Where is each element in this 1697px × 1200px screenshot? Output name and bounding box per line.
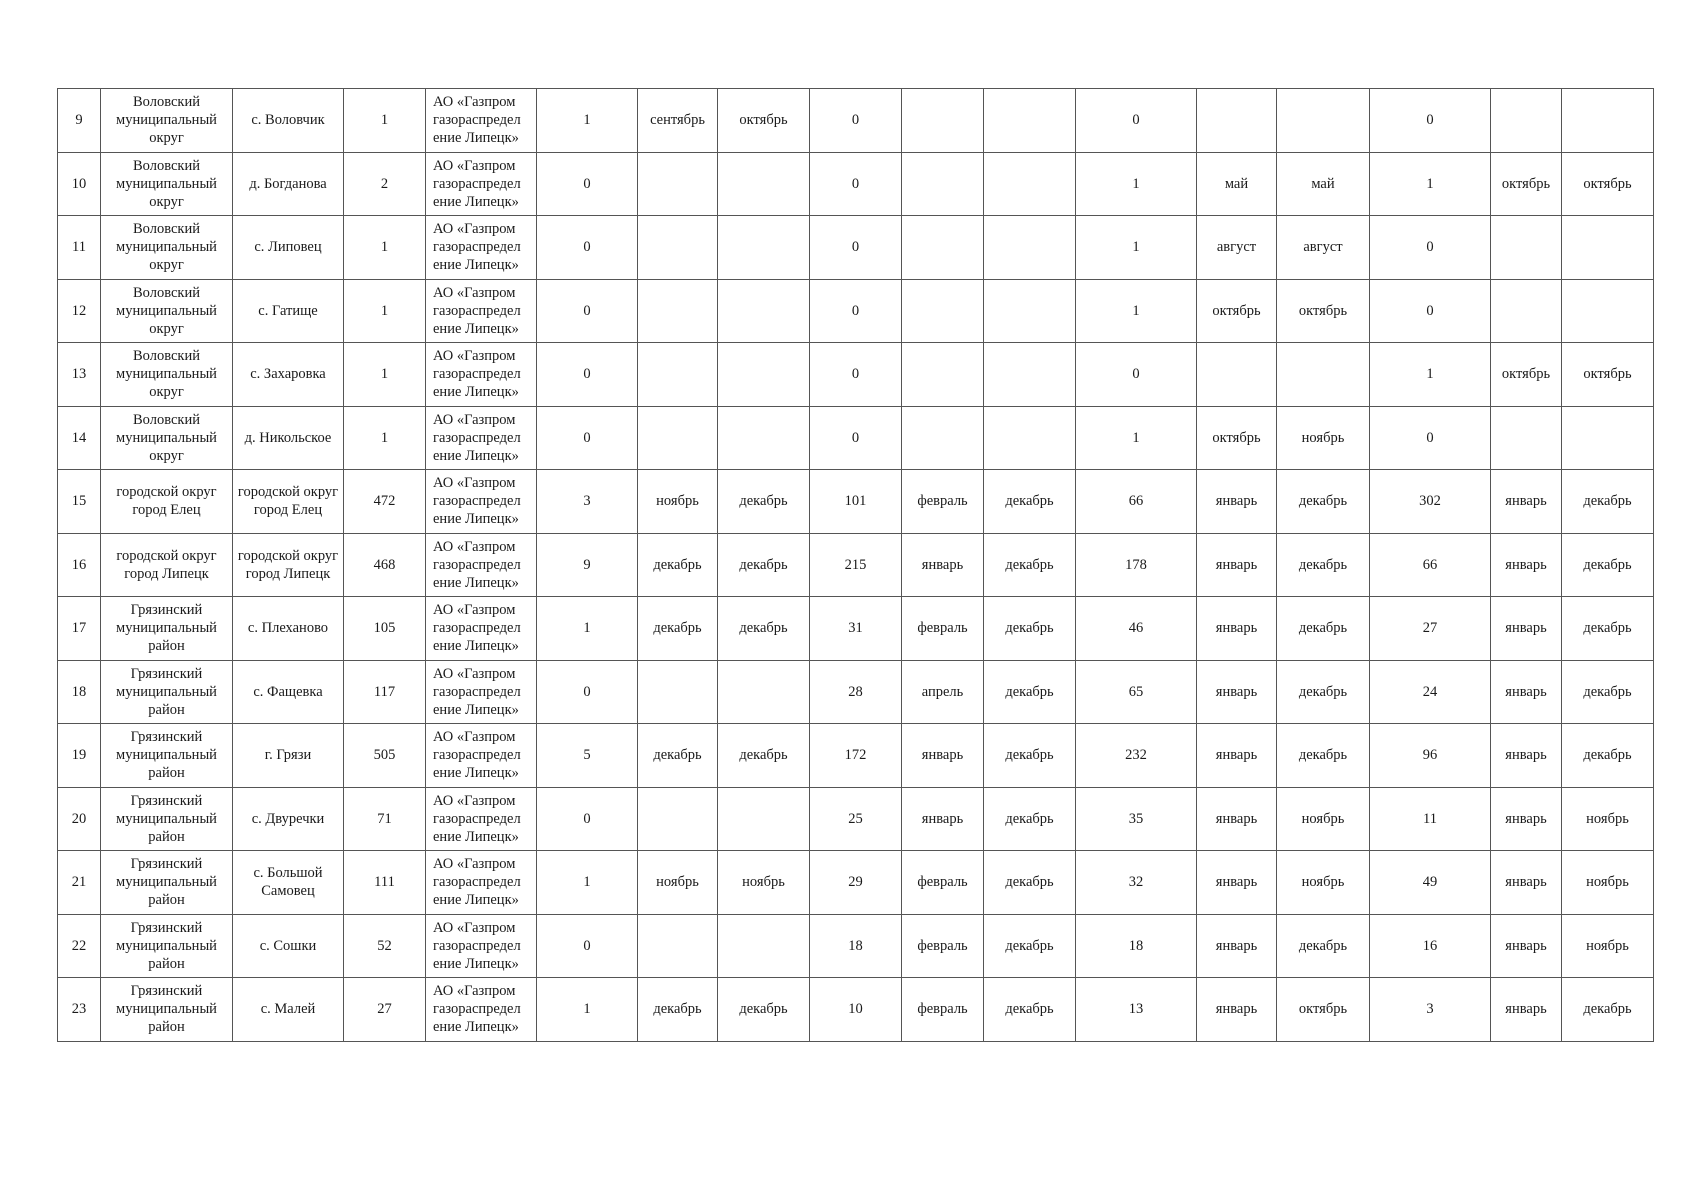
period-4-count-cell: 302 (1370, 470, 1491, 534)
period-2-start-month-cell: февраль (902, 851, 984, 915)
period-4-count-cell: 16 (1370, 914, 1491, 978)
period-3-start-month-cell: январь (1197, 470, 1277, 534)
period-4-start-month-cell: октябрь (1491, 343, 1562, 407)
settlement-cell: городской округ город Елец (233, 470, 344, 534)
period-4-start-month-cell: январь (1491, 724, 1562, 788)
period-1-count-cell: 0 (537, 279, 638, 343)
period-4-count-cell: 27 (1370, 597, 1491, 661)
gas-organization-cell: АО «Газпром газораспредел ение Липецк» (426, 470, 537, 534)
period-3-end-month-cell: ноябрь (1277, 787, 1370, 851)
municipality-cell: Грязинский муниципальный район (101, 660, 233, 724)
settlement-cell: д. Никольское (233, 406, 344, 470)
period-1-start-month-cell (638, 216, 718, 280)
period-1-count-cell: 1 (537, 851, 638, 915)
table-body (58, 89, 1654, 1042)
period-4-start-month-cell (1491, 406, 1562, 470)
row-number-cell: 13 (58, 343, 101, 407)
period-2-start-month-cell: февраль (902, 978, 984, 1042)
period-2-count-cell: 31 (810, 597, 902, 661)
gas-organization-cell: АО «Газпром газораспредел ение Липецк» (426, 343, 537, 407)
table-row (58, 89, 1654, 153)
period-1-end-month-cell: декабрь (718, 470, 810, 534)
gas-organization-cell: АО «Газпром газораспредел ение Липецк» (426, 724, 537, 788)
table-row (58, 597, 1654, 661)
period-3-start-month-cell: январь (1197, 724, 1277, 788)
gas-organization-cell: АО «Газпром газораспредел ение Липецк» (426, 406, 537, 470)
period-1-count-cell: 1 (537, 89, 638, 153)
period-4-start-month-cell: январь (1491, 597, 1562, 661)
period-1-end-month-cell (718, 787, 810, 851)
table-row (58, 533, 1654, 597)
period-1-end-month-cell (718, 152, 810, 216)
period-1-count-cell: 0 (537, 343, 638, 407)
period-1-end-month-cell: декабрь (718, 978, 810, 1042)
period-4-end-month-cell: декабрь (1562, 660, 1654, 724)
period-3-count-cell: 46 (1076, 597, 1197, 661)
period-4-start-month-cell (1491, 279, 1562, 343)
period-4-start-month-cell: январь (1491, 470, 1562, 534)
period-1-count-cell: 0 (537, 660, 638, 724)
period-2-count-cell: 101 (810, 470, 902, 534)
period-4-end-month-cell: декабрь (1562, 597, 1654, 661)
period-2-count-cell: 0 (810, 279, 902, 343)
row-number-cell: 23 (58, 978, 101, 1042)
period-1-start-month-cell (638, 152, 718, 216)
period-1-count-cell: 0 (537, 216, 638, 280)
household-count-cell: 1 (344, 343, 426, 407)
period-3-end-month-cell (1277, 343, 1370, 407)
period-1-count-cell: 1 (537, 978, 638, 1042)
period-2-count-cell: 0 (810, 89, 902, 153)
period-4-end-month-cell (1562, 279, 1654, 343)
municipality-cell: Грязинский муниципальный район (101, 724, 233, 788)
period-4-start-month-cell: октябрь (1491, 152, 1562, 216)
period-1-end-month-cell (718, 914, 810, 978)
settlement-cell: с. Сошки (233, 914, 344, 978)
gas-organization-cell: АО «Газпром газораспредел ение Липецк» (426, 851, 537, 915)
period-3-start-month-cell: январь (1197, 597, 1277, 661)
period-2-count-cell: 0 (810, 406, 902, 470)
period-3-start-month-cell: октябрь (1197, 406, 1277, 470)
period-1-start-month-cell (638, 914, 718, 978)
settlement-cell: городской округ город Липецк (233, 533, 344, 597)
municipality-cell: Грязинский муниципальный район (101, 914, 233, 978)
period-4-count-cell: 1 (1370, 152, 1491, 216)
period-4-end-month-cell: ноябрь (1562, 914, 1654, 978)
row-number-cell: 15 (58, 470, 101, 534)
period-2-start-month-cell: январь (902, 724, 984, 788)
period-1-start-month-cell: ноябрь (638, 470, 718, 534)
row-number-cell: 18 (58, 660, 101, 724)
table-row (58, 978, 1654, 1042)
period-3-start-month-cell: октябрь (1197, 279, 1277, 343)
period-3-end-month-cell: декабрь (1277, 660, 1370, 724)
table-row (58, 851, 1654, 915)
table-row (58, 279, 1654, 343)
period-1-end-month-cell: декабрь (718, 597, 810, 661)
period-3-start-month-cell: январь (1197, 533, 1277, 597)
row-number-cell: 10 (58, 152, 101, 216)
period-2-end-month-cell: декабрь (984, 724, 1076, 788)
period-2-count-cell: 215 (810, 533, 902, 597)
gas-organization-cell: АО «Газпром газораспредел ение Липецк» (426, 279, 537, 343)
period-1-end-month-cell (718, 279, 810, 343)
gas-organization-cell: АО «Газпром газораспредел ение Липецк» (426, 978, 537, 1042)
period-1-end-month-cell (718, 343, 810, 407)
period-2-end-month-cell (984, 152, 1076, 216)
table-row (58, 914, 1654, 978)
household-count-cell: 505 (344, 724, 426, 788)
period-3-start-month-cell (1197, 89, 1277, 153)
table-row (58, 406, 1654, 470)
period-3-start-month-cell: январь (1197, 978, 1277, 1042)
household-count-cell: 472 (344, 470, 426, 534)
period-4-end-month-cell: октябрь (1562, 152, 1654, 216)
row-number-cell: 20 (58, 787, 101, 851)
gas-organization-cell: АО «Газпром газораспредел ение Липецк» (426, 660, 537, 724)
period-3-count-cell: 1 (1076, 279, 1197, 343)
row-number-cell: 14 (58, 406, 101, 470)
period-3-count-cell: 32 (1076, 851, 1197, 915)
period-4-end-month-cell: декабрь (1562, 470, 1654, 534)
gas-organization-cell: АО «Газпром газораспредел ение Липецк» (426, 216, 537, 280)
period-4-end-month-cell: октябрь (1562, 343, 1654, 407)
period-4-start-month-cell: январь (1491, 660, 1562, 724)
period-4-count-cell: 0 (1370, 89, 1491, 153)
period-3-end-month-cell: май (1277, 152, 1370, 216)
period-1-count-cell: 1 (537, 597, 638, 661)
period-3-end-month-cell: ноябрь (1277, 851, 1370, 915)
period-1-start-month-cell: декабрь (638, 724, 718, 788)
period-4-start-month-cell (1491, 89, 1562, 153)
period-3-end-month-cell: октябрь (1277, 279, 1370, 343)
period-2-end-month-cell (984, 343, 1076, 407)
period-3-end-month-cell: ноябрь (1277, 406, 1370, 470)
period-1-end-month-cell (718, 406, 810, 470)
period-4-count-cell: 24 (1370, 660, 1491, 724)
period-4-start-month-cell (1491, 216, 1562, 280)
period-4-count-cell: 11 (1370, 787, 1491, 851)
period-2-start-month-cell: февраль (902, 597, 984, 661)
period-3-count-cell: 1 (1076, 406, 1197, 470)
household-count-cell: 1 (344, 406, 426, 470)
period-2-end-month-cell (984, 279, 1076, 343)
period-1-end-month-cell (718, 216, 810, 280)
period-1-start-month-cell (638, 660, 718, 724)
period-2-start-month-cell (902, 279, 984, 343)
household-count-cell: 105 (344, 597, 426, 661)
table-row (58, 470, 1654, 534)
period-3-start-month-cell: август (1197, 216, 1277, 280)
settlement-cell: с. Двуречки (233, 787, 344, 851)
period-1-count-cell: 0 (537, 914, 638, 978)
period-3-count-cell: 1 (1076, 152, 1197, 216)
period-2-count-cell: 18 (810, 914, 902, 978)
period-4-end-month-cell (1562, 406, 1654, 470)
period-1-start-month-cell (638, 787, 718, 851)
period-3-count-cell: 66 (1076, 470, 1197, 534)
gas-organization-cell: АО «Газпром газораспредел ение Липецк» (426, 597, 537, 661)
municipality-cell: Воловский муниципальный округ (101, 216, 233, 280)
household-count-cell: 71 (344, 787, 426, 851)
period-2-start-month-cell: апрель (902, 660, 984, 724)
gasification-schedule-table (57, 88, 1654, 1042)
period-4-count-cell: 49 (1370, 851, 1491, 915)
period-1-start-month-cell: ноябрь (638, 851, 718, 915)
period-2-end-month-cell: декабрь (984, 660, 1076, 724)
period-4-start-month-cell: январь (1491, 914, 1562, 978)
period-4-end-month-cell (1562, 89, 1654, 153)
table-row (58, 787, 1654, 851)
period-3-end-month-cell (1277, 89, 1370, 153)
period-3-end-month-cell: октябрь (1277, 978, 1370, 1042)
settlement-cell: с. Захаровка (233, 343, 344, 407)
household-count-cell: 468 (344, 533, 426, 597)
period-1-count-cell: 5 (537, 724, 638, 788)
period-2-start-month-cell: январь (902, 787, 984, 851)
period-4-count-cell: 0 (1370, 279, 1491, 343)
period-4-end-month-cell: ноябрь (1562, 851, 1654, 915)
municipality-cell: городской округ город Елец (101, 470, 233, 534)
period-2-end-month-cell (984, 216, 1076, 280)
settlement-cell: с. Гатище (233, 279, 344, 343)
gas-organization-cell: АО «Газпром газораспредел ение Липецк» (426, 89, 537, 153)
period-3-start-month-cell: май (1197, 152, 1277, 216)
period-2-end-month-cell: декабрь (984, 851, 1076, 915)
period-4-end-month-cell: декабрь (1562, 978, 1654, 1042)
municipality-cell: Грязинский муниципальный район (101, 851, 233, 915)
period-3-end-month-cell: декабрь (1277, 724, 1370, 788)
municipality-cell: городской округ город Липецк (101, 533, 233, 597)
period-3-count-cell: 1 (1076, 216, 1197, 280)
period-1-end-month-cell: декабрь (718, 724, 810, 788)
period-2-end-month-cell: декабрь (984, 978, 1076, 1042)
period-4-start-month-cell: январь (1491, 851, 1562, 915)
municipality-cell: Воловский муниципальный округ (101, 279, 233, 343)
period-2-start-month-cell: февраль (902, 914, 984, 978)
period-1-start-month-cell (638, 406, 718, 470)
period-2-count-cell: 0 (810, 152, 902, 216)
period-4-count-cell: 3 (1370, 978, 1491, 1042)
period-2-start-month-cell (902, 89, 984, 153)
household-count-cell: 2 (344, 152, 426, 216)
municipality-cell: Воловский муниципальный округ (101, 89, 233, 153)
household-count-cell: 1 (344, 279, 426, 343)
period-3-end-month-cell: декабрь (1277, 914, 1370, 978)
period-1-end-month-cell (718, 660, 810, 724)
period-2-count-cell: 172 (810, 724, 902, 788)
period-3-start-month-cell: январь (1197, 914, 1277, 978)
household-count-cell: 52 (344, 914, 426, 978)
gas-organization-cell: АО «Газпром газораспредел ение Липецк» (426, 914, 537, 978)
period-2-count-cell: 29 (810, 851, 902, 915)
period-3-count-cell: 18 (1076, 914, 1197, 978)
period-4-count-cell: 1 (1370, 343, 1491, 407)
municipality-cell: Грязинский муниципальный район (101, 597, 233, 661)
period-1-end-month-cell: ноябрь (718, 851, 810, 915)
period-2-start-month-cell (902, 152, 984, 216)
period-1-count-cell: 0 (537, 787, 638, 851)
period-2-end-month-cell: декабрь (984, 597, 1076, 661)
period-2-start-month-cell (902, 406, 984, 470)
period-3-count-cell: 232 (1076, 724, 1197, 788)
table-row (58, 216, 1654, 280)
table-row (58, 660, 1654, 724)
period-3-count-cell: 178 (1076, 533, 1197, 597)
period-2-end-month-cell: декабрь (984, 914, 1076, 978)
municipality-cell: Воловский муниципальный округ (101, 343, 233, 407)
period-1-start-month-cell (638, 343, 718, 407)
settlement-cell: с. Малей (233, 978, 344, 1042)
row-number-cell: 11 (58, 216, 101, 280)
row-number-cell: 16 (58, 533, 101, 597)
period-1-count-cell: 0 (537, 406, 638, 470)
period-3-end-month-cell: декабрь (1277, 533, 1370, 597)
household-count-cell: 1 (344, 89, 426, 153)
period-4-end-month-cell (1562, 216, 1654, 280)
gas-organization-cell: АО «Газпром газораспредел ение Липецк» (426, 152, 537, 216)
period-3-start-month-cell (1197, 343, 1277, 407)
period-2-count-cell: 10 (810, 978, 902, 1042)
row-number-cell: 19 (58, 724, 101, 788)
row-number-cell: 22 (58, 914, 101, 978)
period-1-start-month-cell: декабрь (638, 533, 718, 597)
period-3-count-cell: 0 (1076, 89, 1197, 153)
gas-organization-cell: АО «Газпром газораспредел ение Липецк» (426, 533, 537, 597)
period-4-start-month-cell: январь (1491, 787, 1562, 851)
period-1-start-month-cell: декабрь (638, 978, 718, 1042)
settlement-cell: г. Грязи (233, 724, 344, 788)
period-2-start-month-cell (902, 216, 984, 280)
settlement-cell: д. Богданова (233, 152, 344, 216)
period-2-end-month-cell (984, 406, 1076, 470)
period-4-end-month-cell: декабрь (1562, 724, 1654, 788)
row-number-cell: 9 (58, 89, 101, 153)
period-2-count-cell: 0 (810, 216, 902, 280)
period-1-start-month-cell: сентябрь (638, 89, 718, 153)
period-3-start-month-cell: январь (1197, 660, 1277, 724)
period-2-start-month-cell: январь (902, 533, 984, 597)
municipality-cell: Воловский муниципальный округ (101, 406, 233, 470)
municipality-cell: Грязинский муниципальный район (101, 978, 233, 1042)
settlement-cell: с. Плеханово (233, 597, 344, 661)
period-2-count-cell: 25 (810, 787, 902, 851)
period-4-count-cell: 96 (1370, 724, 1491, 788)
period-2-start-month-cell (902, 343, 984, 407)
period-3-count-cell: 65 (1076, 660, 1197, 724)
settlement-cell: с. Фащевка (233, 660, 344, 724)
row-number-cell: 12 (58, 279, 101, 343)
household-count-cell: 117 (344, 660, 426, 724)
household-count-cell: 1 (344, 216, 426, 280)
period-2-count-cell: 0 (810, 343, 902, 407)
municipality-cell: Грязинский муниципальный район (101, 787, 233, 851)
municipality-cell: Воловский муниципальный округ (101, 152, 233, 216)
period-1-end-month-cell: октябрь (718, 89, 810, 153)
period-4-end-month-cell: декабрь (1562, 533, 1654, 597)
household-count-cell: 27 (344, 978, 426, 1042)
period-4-count-cell: 0 (1370, 216, 1491, 280)
period-1-end-month-cell: декабрь (718, 533, 810, 597)
period-4-end-month-cell: ноябрь (1562, 787, 1654, 851)
settlement-cell: с. Воловчик (233, 89, 344, 153)
period-3-end-month-cell: декабрь (1277, 597, 1370, 661)
period-4-start-month-cell: январь (1491, 978, 1562, 1042)
row-number-cell: 17 (58, 597, 101, 661)
period-2-count-cell: 28 (810, 660, 902, 724)
period-1-count-cell: 9 (537, 533, 638, 597)
period-3-end-month-cell: декабрь (1277, 470, 1370, 534)
table-row (58, 152, 1654, 216)
period-2-end-month-cell: декабрь (984, 533, 1076, 597)
row-number-cell: 21 (58, 851, 101, 915)
period-4-start-month-cell: январь (1491, 533, 1562, 597)
period-2-start-month-cell: февраль (902, 470, 984, 534)
period-4-count-cell: 66 (1370, 533, 1491, 597)
table-row (58, 343, 1654, 407)
period-4-count-cell: 0 (1370, 406, 1491, 470)
period-2-end-month-cell: декабрь (984, 470, 1076, 534)
period-3-count-cell: 13 (1076, 978, 1197, 1042)
period-3-end-month-cell: август (1277, 216, 1370, 280)
period-1-count-cell: 3 (537, 470, 638, 534)
period-3-count-cell: 35 (1076, 787, 1197, 851)
settlement-cell: с. Большой Самовец (233, 851, 344, 915)
period-1-count-cell: 0 (537, 152, 638, 216)
gas-organization-cell: АО «Газпром газораспредел ение Липецк» (426, 787, 537, 851)
period-3-start-month-cell: январь (1197, 787, 1277, 851)
settlement-cell: с. Липовец (233, 216, 344, 280)
household-count-cell: 111 (344, 851, 426, 915)
period-1-start-month-cell: декабрь (638, 597, 718, 661)
table-row (58, 724, 1654, 788)
period-2-end-month-cell: декабрь (984, 787, 1076, 851)
period-2-end-month-cell (984, 89, 1076, 153)
period-1-start-month-cell (638, 279, 718, 343)
period-3-count-cell: 0 (1076, 343, 1197, 407)
period-3-start-month-cell: январь (1197, 851, 1277, 915)
